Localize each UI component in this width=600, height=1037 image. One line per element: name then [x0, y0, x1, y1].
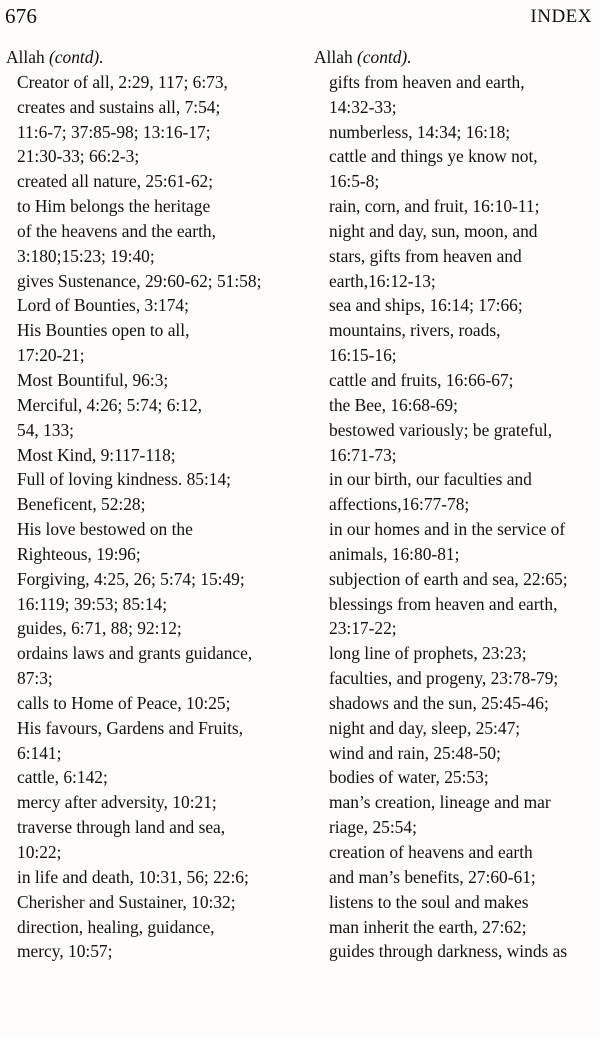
index-line: His Bounties open to all, [17, 320, 190, 341]
index-line: 16:119; 39:53; 85:14; [17, 593, 168, 614]
index-line: mercy, 10:57; [17, 941, 113, 962]
index-line: Lord of Bounties, 3:174; [17, 295, 189, 316]
index-line: gives Sustenance, 29:60-62; 51:58; [17, 270, 262, 291]
heading-term: Allah [314, 47, 353, 67]
index-line: cattle and fruits, 16:66-67; [329, 369, 514, 390]
index-line: Full of loving kindness. 85:14; [17, 469, 232, 490]
index-line: 11:6-7; 37:85-98; 13:16-17; [17, 121, 211, 142]
index-line: cattle and things ye know not, [329, 146, 538, 167]
index-line: night and day, sleep, 25:47; [329, 717, 521, 738]
index-line: 3:180;15:23; 19:40; [17, 245, 155, 266]
index-line: 87:3; [17, 668, 53, 689]
index-column-right [314, 45, 598, 964]
index-line: night and day, sun, moon, and [329, 220, 538, 241]
index-line: 16:15-16; [329, 345, 397, 366]
index-line: 23:17-22; [329, 618, 397, 639]
index-line: Creator of all, 2:29, 117; 6:73, [17, 71, 228, 92]
index-line: stars, gifts from heaven and [329, 245, 522, 266]
index-line: in life and death, 10:31, 56; 22:6; [17, 866, 249, 887]
heading-contd: (contd). [49, 47, 104, 67]
index-line: 54, 133; [17, 419, 75, 440]
index-line: Most Kind, 9:117-118; [17, 444, 176, 465]
column-heading [314, 45, 598, 70]
index-line: 17:20-21; [17, 345, 85, 366]
index-line: bodies of water, 25:53; [329, 767, 489, 788]
index-line: shadows and the sun, 25:45-46; [329, 692, 549, 713]
index-line: Cherisher and Sustainer, 10:32; [17, 891, 236, 912]
index-line: 10:22; [17, 842, 62, 862]
index-line: 16:71-73; [329, 444, 397, 465]
index-line: wind and rain, 25:48-50; [329, 742, 501, 763]
index-line: traverse through land and sea, [17, 817, 226, 838]
index-line: calls to Home of Peace, 10:25; [17, 692, 231, 713]
index-line: His favours, Gardens and Fruits, [17, 717, 244, 738]
index-line: numberless, 14:34; 16:18; [329, 121, 511, 142]
index-line: man inherit the earth, 27:62; [329, 916, 527, 937]
index-line: Most Bountiful, 96:3; [17, 369, 169, 390]
entry-list [314, 70, 598, 964]
index-line: faculties, and progeny, 23:78-79; [329, 668, 559, 689]
index-line: in our birth, our faculties and [329, 469, 532, 490]
index-line: blessings from heaven and earth, [329, 593, 558, 614]
index-line: gifts from heaven and earth, [329, 71, 525, 92]
index-line: bestowed variously; be grateful, [329, 419, 553, 440]
index-line: affections,16:77-78; [329, 494, 470, 515]
index-line: Merciful, 4:26; 5:74; 6:12, [17, 394, 202, 415]
index-line: riage, 25:54; [329, 817, 417, 838]
index-line: the Bee, 16:68-69; [329, 394, 458, 415]
index-line: cattle, 6:142; [17, 767, 108, 788]
index-line: man’s creation, lineage and mar [329, 792, 551, 813]
running-head: INDEX [530, 6, 592, 27]
index-line: long line of prophets, 23:23; [329, 643, 527, 664]
index-line: created all nature, 25:61-62; [17, 171, 214, 192]
index-line: direction, healing, guidance, [17, 916, 215, 937]
index-line: Beneficent, 52:28; [17, 494, 146, 515]
index-line: in our homes and in the service of [329, 519, 566, 540]
index-line: and man’s benefits, 27:60-61; [329, 866, 536, 887]
index-line: Righteous, 19:96; [17, 543, 141, 564]
page-header [0, 4, 600, 34]
index-line: mercy after adversity, 10:21; [17, 792, 217, 813]
page-number: 676 [5, 4, 38, 28]
index-line: animals, 16:80-81; [329, 543, 460, 564]
index-line: guides through darkness, winds as [329, 941, 568, 962]
index-line: of the heavens and the earth, [17, 220, 216, 241]
heading-term: Allah [6, 47, 45, 67]
index-line: to Him belongs the heritage [17, 196, 211, 217]
index-line: 14:32-33; [329, 96, 397, 117]
index-line: Forgiving, 4:25, 26; 5:74; 15:49; [17, 568, 245, 589]
column-heading [6, 45, 298, 70]
index-line: His love bestowed on the [17, 519, 193, 540]
index-line: ordains laws and grants guidance, [17, 643, 253, 664]
index-line: 6:141; [17, 742, 62, 763]
index-line: sea and ships, 16:14; 17:66; [329, 295, 523, 316]
index-line: creation of heavens and earth [329, 842, 533, 862]
index-line: subjection of earth and sea, 22:65; [329, 568, 568, 589]
index-line: 21:30-33; 66:2-3; [17, 146, 140, 167]
index-line: mountains, rivers, roads, [329, 320, 501, 341]
index-line: listens to the soul and makes [329, 891, 529, 912]
index-line: rain, corn, and fruit, 16:10-11; [329, 196, 540, 217]
index-line: earth,16:12-13; [329, 270, 436, 291]
index-line: creates and sustains all, 7:54; [17, 96, 221, 117]
heading-contd: (contd). [357, 47, 412, 67]
index-column-left [6, 45, 298, 964]
index-line: 16:5-8; [329, 171, 380, 192]
entry-list [6, 70, 298, 964]
index-line: guides, 6:71, 88; 92:12; [17, 618, 182, 639]
